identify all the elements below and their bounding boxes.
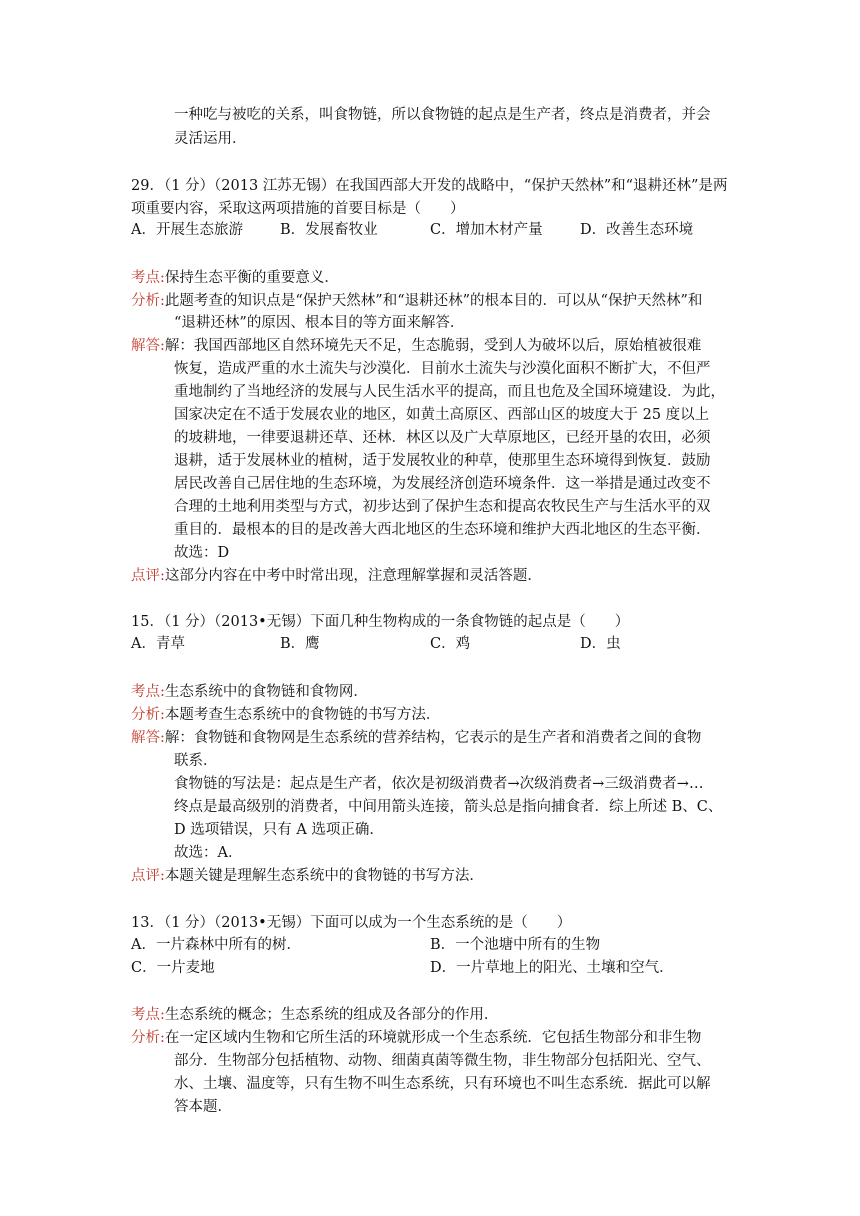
q15-option-b: B．鹰 xyxy=(280,636,320,652)
intro-line-2: 灵活运用． xyxy=(174,131,247,147)
q15-jieda-line-2: 联系． xyxy=(174,753,218,769)
q29-option-b: B．发展畜牧业 xyxy=(280,222,378,238)
dianping-label: 点评: xyxy=(131,868,165,884)
kaodian-label: 考点: xyxy=(131,1007,165,1023)
q13-fenxi-line-3: 水、土壤、温度等，只有生物不叫生态系统，只有环境也不叫生态系统．据此可以解 xyxy=(174,1076,711,1092)
q29-jieda-line-6: 退耕，适于发展林业的植树，适于发展牧业的种草，使那里生态环境得到恢复．鼓励 xyxy=(174,453,711,469)
q13-option-b: B．一个池塘中所有的生物 xyxy=(430,937,601,953)
q15-jieda-line-4: 终点是最高级别的消费者，中间用箭头连接，箭头总是指向捕食者．综上所述 B、C、 xyxy=(174,799,723,815)
q29-answer: 故选：D xyxy=(174,545,230,561)
q15-kaodian xyxy=(131,682,368,702)
jieda-label: 解答: xyxy=(131,730,165,746)
jieda-label: 解答: xyxy=(131,338,165,354)
q13-fenxi-line-2: 部分．生物部分包括植物、动物、细菌真菌等微生物，非生物部分包括阳光、空气、 xyxy=(174,1053,711,1069)
q15-dianping-text: 本题关键是理解生态系统中的食物链的书写方法． xyxy=(164,868,484,884)
q29-jieda-line-1: 解：我国西部地区自然环境先天不足，生态脆弱，受到人为破坏以后，原始植被很难 xyxy=(164,338,702,354)
q13-option-c: C．一片麦地 xyxy=(131,960,215,976)
q29-fenxi-line-1: 此题考查的知识点是“保护天然林”和“退耕还林”的根本目的．可以从“保护天然林”和 xyxy=(164,293,703,309)
q13-option-a: A．一片森林中所有的树． xyxy=(131,937,301,953)
q29-fenxi-line-2: “退耕还林”的原因、根本目的等方面来解答． xyxy=(174,315,465,331)
q15-option-c: C．鸡 xyxy=(430,636,471,652)
q15-option-a: A．青草 xyxy=(131,636,185,652)
q15-fenxi xyxy=(131,705,440,725)
q29-option-a: A．开展生态旅游 xyxy=(131,222,243,238)
q15-jieda-line-3: 食物链的写法是：起点是生产者，依次是初级消费者→次级消费者→三级消费者→… xyxy=(174,776,704,792)
q13-kaodian-text: 生态系统的概念；生态系统的组成及各部分的作用． xyxy=(164,1007,499,1023)
q15-answer: 故选：A． xyxy=(174,845,243,861)
q15-dianping xyxy=(131,866,484,886)
q29-jieda-line-4: 国家决定在不适于发展农业的地区，如黄土高原区、西部山区的坡度大于 25 度以上 xyxy=(174,407,710,423)
q29-stem-line-1: 29．（1 分）（2013 江苏无锡）在我国西部大开发的战略中，“保护天然林”和“退耕还林”是两 xyxy=(131,178,728,194)
q29-stem-line-2: 项重要内容，采取这两项措施的首要目标是（ ） xyxy=(131,201,465,217)
q15-jieda xyxy=(131,728,701,748)
dianping-label: 点评: xyxy=(131,568,165,584)
q29-jieda-line-7: 居民改善自己居住地的生态环境，为发展经济创造环境条件．这一举措是通过改变不 xyxy=(174,476,711,492)
q15-kaodian-text: 生态系统中的食物链和食物网． xyxy=(164,684,368,700)
q15-option-d: D．虫 xyxy=(580,636,621,652)
kaodian-label: 考点: xyxy=(131,684,165,700)
q29-dianping xyxy=(131,566,542,586)
q13-kaodian xyxy=(131,1005,498,1025)
q15-stem: 15．（1 分）（2013•无锡）下面几种生物构成的一条食物链的起点是（ ） xyxy=(131,614,630,630)
q13-fenxi-line-1: 在一定区域内生物和它所生活的环境就形成一个生态系统．它包括生物部分和非生物 xyxy=(164,1030,702,1046)
q29-jieda-line-3: 重地制约了当地经济的发展与人民生活水平的提高，而且也危及全国环境建设．为此， xyxy=(174,384,725,400)
q29-dianping-text: 这部分内容在中考中时常出现，注意理解掌握和灵活答题． xyxy=(164,568,542,584)
q13-stem: 13．（1 分）（2013•无锡）下面可以成为一个生态系统的是（ ） xyxy=(131,915,572,931)
q15-fenxi-text: 本题考查生态系统中的食物链的书写方法． xyxy=(164,707,441,723)
q29-kaodian-text: 保持生态平衡的重要意义． xyxy=(164,270,339,286)
q13-fenxi-line-4: 答本题． xyxy=(174,1099,232,1115)
q29-option-c: C．增加木材产量 xyxy=(430,222,543,238)
fenxi-label: 分析: xyxy=(131,293,165,309)
q29-fenxi xyxy=(131,291,702,311)
q29-option-d: D．改善生态环境 xyxy=(580,222,694,238)
q29-jieda xyxy=(131,336,701,356)
q29-jieda-line-5: 的坡耕地，一律要退耕还草、还林．林区以及广大草原地区，已经开垦的农田，必须 xyxy=(174,430,711,446)
fenxi-label: 分析: xyxy=(131,1030,165,1046)
q29-jieda-line-8: 合理的土地利用类型与方式，初步达到了保护生态和提高农牧民生产与生活水平的双 xyxy=(174,499,711,515)
q29-jieda-line-9: 重目的．最根本的目的是改善大西北地区的生态环境和维护大西北地区的生态平衡． xyxy=(174,522,711,538)
q29-kaodian xyxy=(131,268,339,288)
q13-option-d: D．一片草地上的阳光、土壤和空气． xyxy=(430,960,674,976)
q15-jieda-line-5: D 选项错误，只有 A 选项正确． xyxy=(174,822,384,838)
intro-line-1: 一种吃与被吃的关系，叫食物链，所以食物链的起点是生产者，终点是消费者，并会 xyxy=(174,107,711,123)
q15-jieda-line-1: 解：食物链和食物网是生态系统的营养结构，它表示的是生产者和消费者之间的食物 xyxy=(164,730,702,746)
q29-jieda-line-2: 恢复，造成严重的水土流失与沙漠化．目前水土流失与沙漠化面积不断扩大，不但严 xyxy=(174,361,711,377)
kaodian-label: 考点: xyxy=(131,270,165,286)
q13-fenxi xyxy=(131,1028,701,1048)
fenxi-label: 分析: xyxy=(131,707,165,723)
